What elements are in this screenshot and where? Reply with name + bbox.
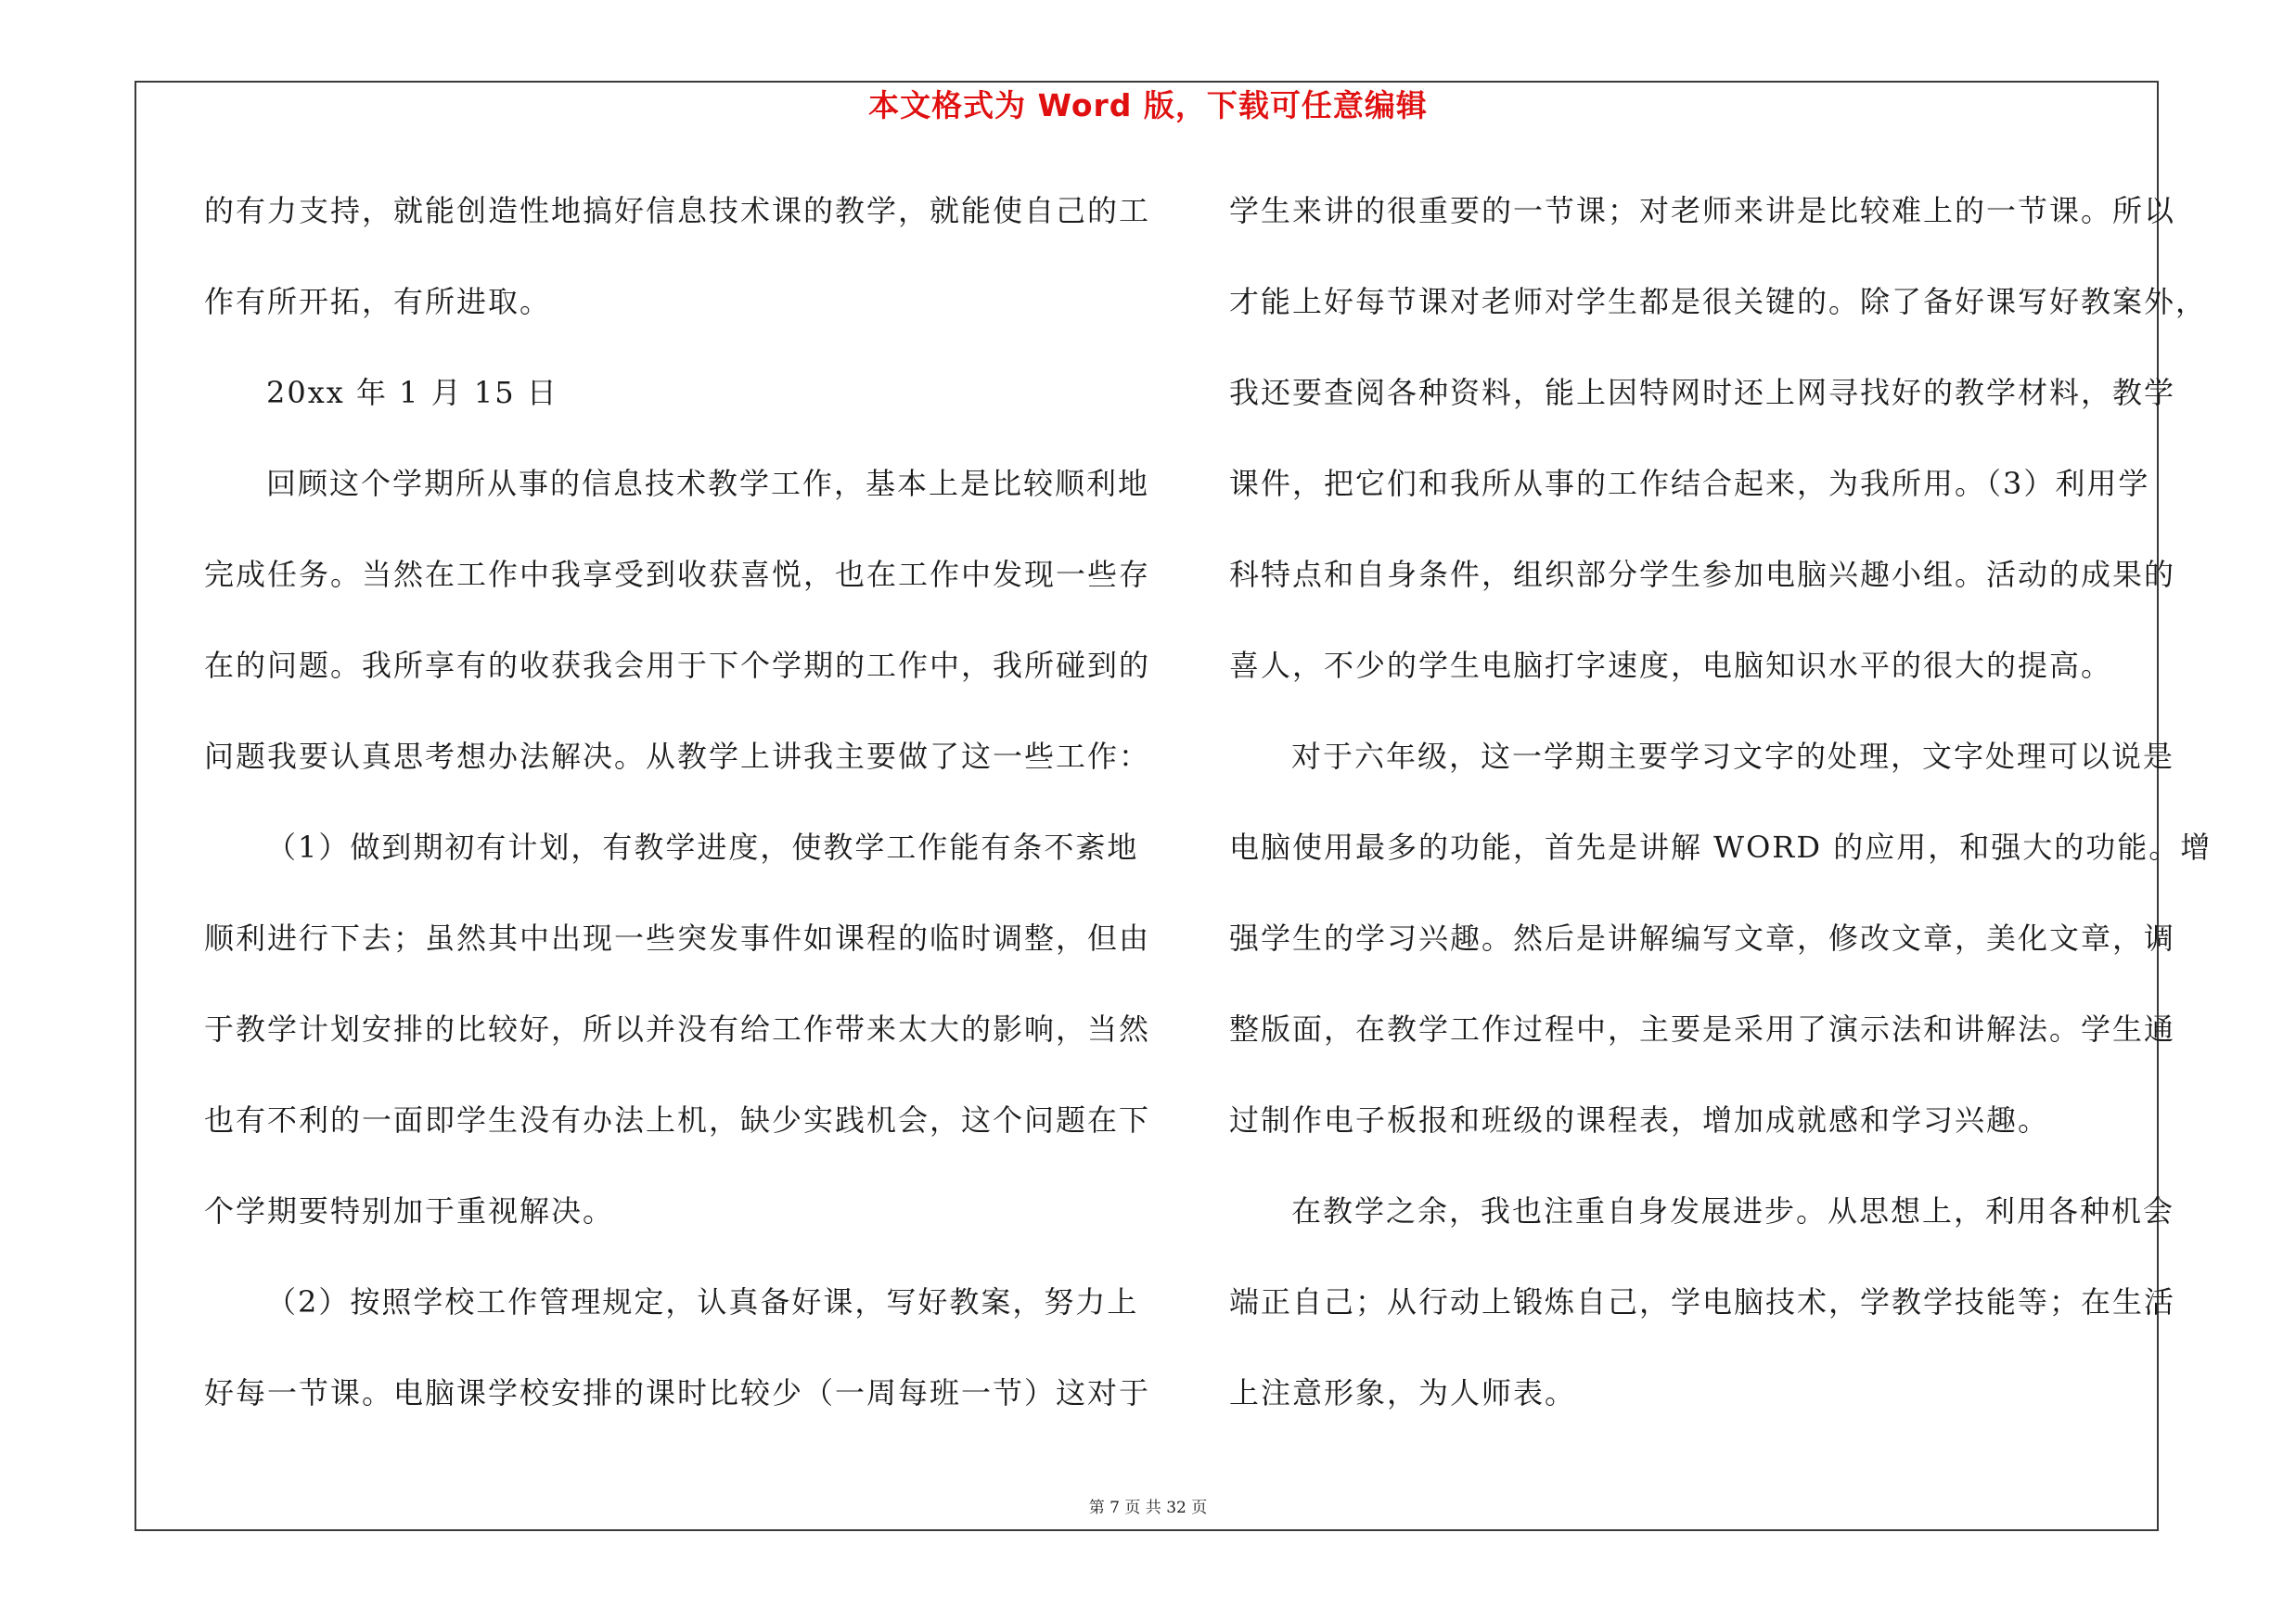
text-line: 对于六年级，这一学期主要学习文字的处理，文字处理可以说是	[1291, 739, 2175, 774]
text-line: 个学期要特别加于重视解决。	[204, 1193, 615, 1229]
text-line: 学生来讲的很重要的一节课；对老师来讲是比较难上的一节课。所以	[1229, 193, 2176, 228]
text-line: 端正自己；从行动上锻炼自己，学电脑技术，学教学技能等；在生活	[1229, 1284, 2176, 1320]
text-line: 整版面，在教学工作过程中，主要是采用了演示法和讲解法。学生通	[1229, 1011, 2176, 1047]
text-line: 也有不利的一面即学生没有办法上机，缺少实践机会，这个问题在下	[204, 1102, 1151, 1138]
right-column	[1229, 185, 2213, 1458]
text-line: 才能上好每节课对老师对学生都是很关键的。除了备好课写好教案外，	[1229, 284, 2208, 319]
text-line: （1）做到期初有计划，有教学进度，使教学工作能有条不紊地	[266, 830, 1139, 865]
left-column	[204, 185, 1151, 1458]
text-line: 过制作电子板报和班级的课程表，增加成就感和学习兴趣。	[1229, 1102, 2050, 1138]
text-line: 在教学之余，我也注重自身发展进步。从思想上，利用各种机会	[1291, 1193, 2175, 1229]
text-line: 电脑使用最多的功能，首先是讲解 WORD 的应用，和强大的功能。增	[1229, 830, 2213, 865]
text-line: 课件，把它们和我所从事的工作结合起来，为我所用。（3）利用学	[1229, 466, 2150, 501]
text-line: 20xx 年 1 月 15 日	[266, 375, 558, 410]
text-line: 科特点和自身条件，组织部分学生参加电脑兴趣小组。活动的成果的	[1229, 557, 2176, 592]
page-number: 第 7 页 共 32 页	[1088, 1499, 1208, 1517]
text-line: 的有力支持，就能创造性地搞好信息技术课的教学，就能使自己的工	[204, 193, 1151, 228]
text-line: 喜人，不少的学生电脑打字速度，电脑知识水平的很大的提高。	[1229, 648, 2113, 683]
text-line: 我还要查阅各种资料，能上因特网时还上网寻找好的教学材料，教学	[1229, 375, 2176, 410]
text-line: 完成任务。当然在工作中我享受到收获喜悦，也在工作中发现一些存	[204, 557, 1151, 592]
text-line: 问题我要认真思考想办法解决。从教学上讲我主要做了这一些工作：	[204, 739, 1151, 774]
text-line: 作有所开拓，有所进取。	[204, 284, 552, 319]
text-line: 顺利进行下去；虽然其中出现一些突发事件如课程的临时调整，但由	[204, 921, 1151, 956]
text-line: 好每一节课。电脑课学校安排的课时比较少（一周每班一节）这对于	[204, 1375, 1151, 1410]
text-line: 强学生的学习兴趣。然后是讲解编写文章，修改文章，美化文章，调	[1229, 921, 2176, 956]
text-line: 上注意形象，为人师表。	[1229, 1375, 1577, 1410]
text-line: 于教学计划安排的比较好，所以并没有给工作带来太大的影响，当然	[204, 1011, 1151, 1047]
text-line: （2）按照学校工作管理规定，认真备好课，写好教案，努力上	[266, 1284, 1139, 1320]
text-line: 回顾这个学期所从事的信息技术教学工作，基本上是比较顺利地	[266, 466, 1150, 501]
text-line: 在的问题。我所享有的收获我会用于下个学期的工作中，我所碰到的	[204, 648, 1151, 683]
format-banner: 本文格式为 Word 版，下载可任意编辑	[868, 87, 1428, 123]
